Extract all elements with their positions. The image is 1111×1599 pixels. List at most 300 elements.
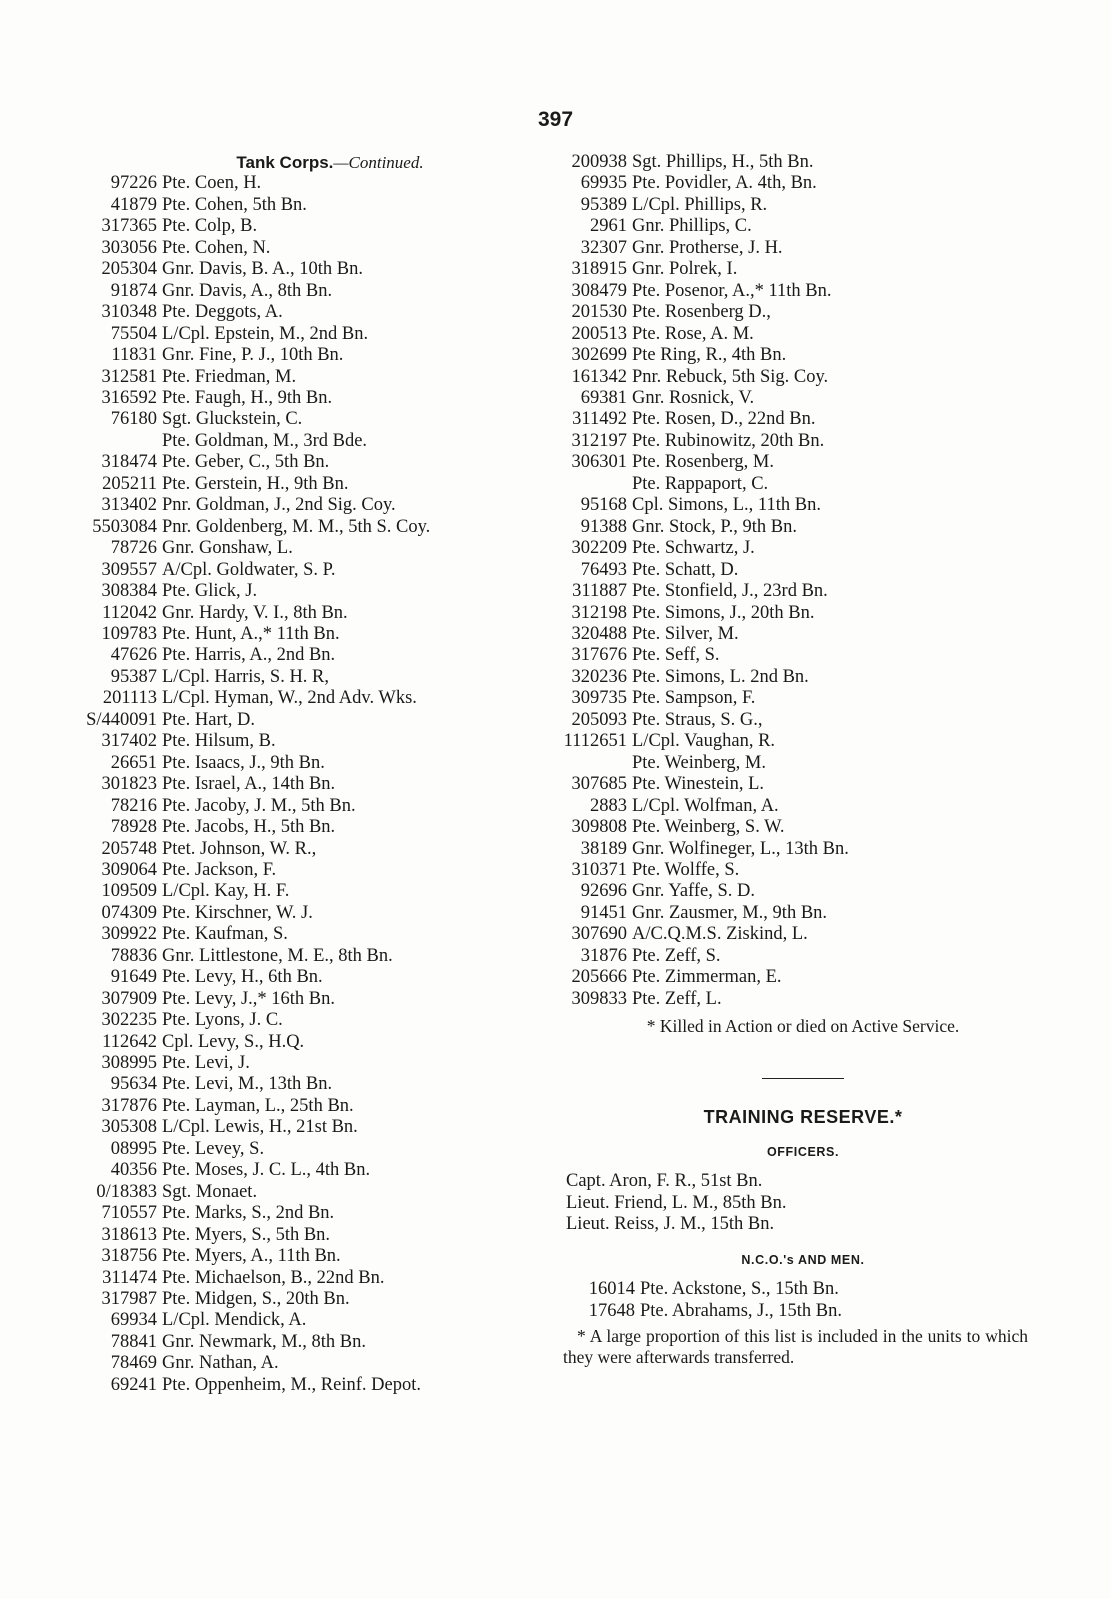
soldier-name: Pte. Friedman, M. — [162, 366, 297, 387]
service-number: 309557 — [101, 559, 157, 580]
roll-entry — [85, 1375, 555, 1396]
roll-entry — [85, 946, 555, 967]
soldier-name: Pte. Levi, M., 13th Bn. — [162, 1074, 333, 1095]
roll-entry — [563, 903, 1043, 924]
service-number: 109509 — [101, 881, 157, 902]
soldier-name: Pte. Kirschner, W. J. — [162, 902, 313, 923]
soldier-name: Pte. Midgen, S., 20th Bn. — [162, 1289, 350, 1310]
service-number: 31876 — [580, 945, 627, 966]
service-number: 201530 — [571, 302, 627, 323]
service-number: 5503084 — [92, 516, 157, 537]
service-number: 112042 — [102, 602, 157, 623]
soldier-name: Gnr. Zausmer, M., 9th Bn. — [632, 902, 828, 923]
soldier-name: Pte. Rose, A. M. — [632, 323, 754, 344]
service-number: 302235 — [101, 1010, 157, 1031]
soldier-name: Gnr. Protherse, J. H. — [632, 237, 783, 258]
soldier-name: Gnr. Stock, P., 9th Bn. — [632, 516, 797, 537]
soldier-name: Pte. Simons, J., 20th Bn. — [632, 602, 815, 623]
soldier-name: Pte. Hunt, A.,* 11th Bn. — [162, 623, 340, 644]
service-number: 69381 — [580, 387, 627, 408]
service-number: 318915 — [571, 259, 627, 280]
roll-entry — [85, 1289, 555, 1310]
roll-entry — [563, 688, 1043, 709]
roll-entry — [85, 903, 555, 924]
soldier-name: Sgt. Phillips, H., 5th Bn. — [632, 152, 814, 172]
soldier-name: L/Cpl. Lewis, H., 21st Bn. — [162, 1117, 358, 1138]
soldier-name: Pte. Kaufman, S. — [162, 924, 288, 945]
roll-entry — [85, 967, 555, 988]
soldier-name: Pte. Levi, J. — [162, 1053, 250, 1074]
service-number: 311492 — [572, 409, 627, 430]
officer-list — [563, 1171, 1043, 1235]
roll-entry — [563, 731, 1043, 752]
soldier-name: Sgt. Gluckstein, C. — [162, 409, 303, 430]
soldier-name: Gnr. Phillips, C. — [632, 216, 752, 237]
service-number: 69934 — [110, 1310, 157, 1331]
service-number: 200938 — [571, 152, 627, 172]
service-number: 317676 — [571, 645, 627, 666]
soldier-name: Pte. Silver, M. — [632, 623, 739, 644]
soldier-name: L/Cpl. Harris, S. H. R, — [162, 666, 330, 687]
roll-entry — [563, 388, 1043, 409]
service-number: 69241 — [110, 1374, 157, 1395]
soldier-name: Pnr. Rebuck, 5th Sig. Coy. — [632, 366, 829, 387]
soldier-name: Pte. Rappaport, C. — [632, 473, 769, 494]
service-number: 08995 — [110, 1138, 157, 1159]
service-number: 75504 — [110, 323, 157, 344]
soldier-name: Pte. Sampson, F. — [632, 688, 756, 709]
soldier-name: Pte. Levy, J.,* 16th Bn. — [162, 988, 336, 1009]
roll-entry — [85, 259, 555, 280]
training-reserve-title: TRAINING RESERVE.* — [703, 1106, 903, 1127]
soldier-name: Gnr. Yaffe, S. D. — [632, 881, 756, 902]
section-title: Tank Corps. — [236, 153, 334, 172]
roll-entry — [85, 173, 555, 194]
soldier-name: Gnr. Fine, P. J., 10th Bn. — [162, 345, 344, 366]
service-number: 205093 — [571, 709, 627, 730]
service-number: 309833 — [571, 988, 627, 1009]
service-number: 310348 — [101, 302, 157, 323]
service-number: 2883 — [590, 795, 627, 816]
soldier-name: Pte. Zimmerman, E. — [632, 967, 782, 988]
service-number: 317365 — [101, 216, 157, 237]
service-number: 78836 — [110, 945, 157, 966]
soldier-name: Pte. Zeff, S. — [632, 945, 721, 966]
soldier-name: Pte. Rosenberg D., — [632, 302, 771, 323]
roll-entry — [563, 538, 1043, 559]
service-number: 78841 — [110, 1331, 157, 1352]
service-number: 308384 — [101, 581, 157, 602]
service-number: 318613 — [101, 1224, 157, 1245]
roll-entry — [563, 839, 1043, 860]
service-number: 16014 — [588, 1279, 635, 1300]
soldier-name: Pte. Isaacs, J., 9th Bn. — [162, 752, 325, 773]
roll-entry — [563, 667, 1043, 688]
service-number: 109783 — [101, 623, 157, 644]
roll-entry — [563, 967, 1043, 988]
service-number: 311474 — [102, 1267, 157, 1288]
officer-entry: Lieut. Friend, L. M., 85th Bn. — [566, 1192, 787, 1213]
service-number: 320236 — [571, 666, 627, 687]
roll-entry — [85, 624, 555, 645]
roll-entry — [85, 1353, 555, 1374]
service-number: 112642 — [102, 1031, 157, 1052]
men-heading: N.C.O.'s AND MEN. — [741, 1252, 865, 1267]
roll-entry — [85, 774, 555, 795]
roll-entry — [85, 388, 555, 409]
service-number: 91388 — [580, 516, 627, 537]
soldier-name: Pte. Jackson, F. — [162, 859, 277, 880]
service-number — [563, 474, 632, 495]
roll-entry — [85, 1225, 555, 1246]
service-number: 1112651 — [563, 731, 627, 752]
roll-entry — [563, 1279, 1043, 1300]
section-divider — [762, 1078, 844, 1079]
roll-entry — [563, 624, 1043, 645]
service-number: 78928 — [110, 817, 157, 838]
soldier-name: Pte. Weinberg, S. W. — [632, 817, 785, 838]
roll-entry — [563, 281, 1043, 302]
soldier-name: Pte. Hilsum, B. — [162, 731, 276, 752]
service-number: 32307 — [580, 237, 627, 258]
service-number: 710557 — [101, 1203, 157, 1224]
service-number: 309064 — [101, 859, 157, 880]
soldier-name: Pte. Ackstone, S., 15th Bn. — [640, 1279, 839, 1300]
roll-entry — [563, 560, 1043, 581]
right-entry-list — [563, 152, 1043, 1010]
service-number — [563, 753, 632, 774]
service-number: 307685 — [571, 774, 627, 795]
roll-entry — [563, 324, 1043, 345]
soldier-name: Pte. Geber, C., 5th Bn. — [162, 452, 330, 473]
roll-entry — [85, 1310, 555, 1331]
service-number: 2961 — [590, 216, 627, 237]
service-number: 161342 — [571, 366, 627, 387]
service-number: 316592 — [101, 387, 157, 408]
roll-entry — [85, 216, 555, 237]
service-number: 313402 — [101, 495, 157, 516]
roll-entry — [85, 1032, 555, 1053]
service-number — [85, 431, 162, 452]
roll-entry — [563, 474, 1043, 495]
roll-entry — [85, 796, 555, 817]
soldier-name: Pte. Glick, J. — [162, 581, 258, 602]
service-number: 074309 — [101, 902, 157, 923]
roll-entry — [85, 1139, 555, 1160]
service-number: 95387 — [110, 666, 157, 687]
roll-entry — [85, 667, 555, 688]
roll-entry — [563, 517, 1043, 538]
roll-entry — [85, 238, 555, 259]
soldier-name: Pte. Posenor, A.,* 11th Bn. — [632, 280, 832, 301]
soldier-name: L/Cpl. Kay, H. F. — [162, 881, 290, 902]
service-number: 305308 — [101, 1117, 157, 1138]
service-number: 47626 — [110, 645, 157, 666]
roll-entry — [85, 881, 555, 902]
roll-entry — [563, 259, 1043, 280]
roll-entry — [85, 452, 555, 473]
training-reserve-note: * A large proportion of this list is included in the units to which they were afterwards transferred. — [563, 1326, 1028, 1368]
soldier-name: Pte. Moses, J. C. L., 4th Bn. — [162, 1160, 371, 1181]
service-number: 17648 — [588, 1300, 635, 1321]
service-number: 69935 — [580, 173, 627, 194]
service-number: 201113 — [102, 688, 157, 709]
soldier-name: Pte. Coen, H. — [162, 173, 262, 194]
service-number: 205748 — [101, 838, 157, 859]
roll-entry — [563, 774, 1043, 795]
soldier-name: Gnr. Gonshaw, L. — [162, 538, 293, 559]
soldier-name: Pte. Weinberg, M. — [632, 752, 766, 773]
service-number: 92696 — [580, 881, 627, 902]
service-number: 317987 — [101, 1289, 157, 1310]
soldier-name: Pte. Schatt, D. — [632, 559, 739, 580]
roll-entry — [563, 302, 1043, 323]
roll-entry — [85, 538, 555, 559]
roll-entry — [85, 1182, 555, 1203]
soldier-name: Pte. Levey, S. — [162, 1138, 265, 1159]
soldier-name: Pte. Winestein, L. — [632, 774, 764, 795]
service-number: 309808 — [571, 817, 627, 838]
soldier-name: Pte. Colp, B. — [162, 216, 258, 237]
service-number: 306301 — [571, 452, 627, 473]
soldier-name: Pte. Wolffe, S. — [632, 859, 740, 880]
service-number: 95168 — [580, 495, 627, 516]
soldier-name: A/Cpl. Goldwater, S. P. — [162, 559, 336, 580]
roll-entry — [85, 1053, 555, 1074]
service-number: 78469 — [110, 1353, 157, 1374]
soldier-name: Pte. Povidler, A. 4th, Bn. — [632, 173, 817, 194]
service-number: 26651 — [110, 752, 157, 773]
roll-entry — [563, 796, 1043, 817]
soldier-name: Pte. Marks, S., 2nd Bn. — [162, 1203, 335, 1224]
roll-entry — [563, 495, 1043, 516]
service-number: 302699 — [571, 345, 627, 366]
service-number: 91451 — [580, 902, 627, 923]
soldier-name: Pte Ring, R., 4th Bn. — [632, 345, 787, 366]
soldier-name: Pte. Faugh, H., 9th Bn. — [162, 387, 333, 408]
roll-entry — [563, 367, 1043, 388]
roll-entry — [85, 1332, 555, 1353]
roll-entry — [85, 431, 555, 452]
roll-entry — [563, 817, 1043, 838]
killed-footnote: * Killed in Action or died on Active Service. — [646, 1016, 960, 1037]
service-number: 91649 — [110, 967, 157, 988]
soldier-name: Pte. Rubinowitz, 20th Bn. — [632, 430, 825, 451]
roll-entry — [85, 860, 555, 881]
service-number: 312197 — [571, 430, 627, 451]
service-number: 309922 — [101, 924, 157, 945]
soldier-name: Pte. Zeff, L. — [632, 988, 722, 1009]
service-number: 308479 — [571, 280, 627, 301]
soldier-name: Pnr. Goldenberg, M. M., 5th S. Coy. — [162, 516, 431, 537]
service-number: 303056 — [101, 237, 157, 258]
soldier-name: L/Cpl. Mendick, A. — [162, 1310, 307, 1331]
roll-entry — [85, 1096, 555, 1117]
service-number: 78216 — [110, 795, 157, 816]
service-number: 38189 — [580, 838, 627, 859]
soldier-name: Pte. Goldman, M., 3rd Bde. — [162, 430, 368, 451]
soldier-name: Pte. Deggots, A. — [162, 302, 283, 323]
soldier-name: Pte. Myers, A., 11th Bn. — [162, 1246, 341, 1267]
roll-entry — [85, 517, 555, 538]
soldier-name: Gnr. Davis, B. A., 10th Bn. — [162, 259, 363, 280]
roll-entry — [563, 881, 1043, 902]
soldier-name: Gnr. Hardy, V. I., 8th Bn. — [162, 602, 348, 623]
roll-entry — [85, 1160, 555, 1181]
service-number: 320488 — [571, 623, 627, 644]
roll-entry — [85, 710, 555, 731]
service-number: 307909 — [101, 988, 157, 1009]
roll-entry — [563, 1301, 1043, 1322]
roll-entry — [85, 839, 555, 860]
service-number: 205211 — [102, 473, 157, 494]
service-number: 205666 — [571, 967, 627, 988]
page-number: 397 — [537, 108, 574, 131]
roll-entry — [85, 731, 555, 752]
roll-entry — [563, 645, 1043, 666]
soldier-name: Pte. Simons, L. 2nd Bn. — [632, 666, 809, 687]
left-entry-list — [85, 173, 555, 1396]
soldier-name: Pte. Layman, L., 25th Bn. — [162, 1095, 354, 1116]
soldier-name: L/Cpl. Vaughan, R. — [632, 731, 776, 752]
soldier-name: Pte. Cohen, 5th Bn. — [162, 194, 307, 215]
soldier-name: Pte. Myers, S., 5th Bn. — [162, 1224, 331, 1245]
roll-entry — [85, 1246, 555, 1267]
service-number: 95634 — [110, 1074, 157, 1095]
soldier-name: Gnr. Wolfineger, L., 13th Bn. — [632, 838, 849, 859]
roll-entry — [563, 946, 1043, 967]
officer-entry: Capt. Aron, F. R., 51st Bn. — [566, 1171, 763, 1192]
service-number: 40356 — [110, 1160, 157, 1181]
soldier-name: Cpl. Levy, S., H.Q. — [162, 1031, 305, 1052]
soldier-name: Pte. Seff, S. — [632, 645, 720, 666]
roll-entry — [563, 216, 1043, 237]
roll-entry — [563, 452, 1043, 473]
service-number: 307690 — [571, 924, 627, 945]
soldier-name: Gnr. Polrek, I. — [632, 259, 738, 280]
roll-entry — [563, 753, 1043, 774]
service-number: 205304 — [101, 259, 157, 280]
roll-entry — [85, 603, 555, 624]
service-number: 312581 — [101, 366, 157, 387]
roll-entry — [563, 152, 1043, 173]
service-number: 311887 — [572, 581, 627, 602]
service-number: 0/18383 — [96, 1181, 157, 1202]
roll-entry — [563, 860, 1043, 881]
soldier-name: Cpl. Simons, L., 11th Bn. — [632, 495, 821, 516]
roll-entry — [85, 989, 555, 1010]
roll-entry — [85, 1268, 555, 1289]
soldier-name: Pte. Schwartz, J. — [632, 538, 755, 559]
section-continued: —Continued. — [333, 153, 424, 172]
roll-entry — [563, 173, 1043, 194]
soldier-name: Pnr. Goldman, J., 2nd Sig. Coy. — [162, 495, 396, 516]
soldier-name: Pte. Straus, S. G., — [632, 709, 763, 730]
roll-entry — [85, 324, 555, 345]
roll-entry — [85, 817, 555, 838]
soldier-name: Gnr. Littlestone, M. E., 8th Bn. — [162, 945, 393, 966]
roll-entry — [85, 409, 555, 430]
roll-entry — [85, 367, 555, 388]
right-column — [563, 152, 1043, 1368]
roll-entry — [85, 1203, 555, 1224]
service-number: S/440091 — [86, 709, 157, 730]
soldier-name: Pte. Abrahams, J., 15th Bn. — [640, 1300, 842, 1321]
service-number: 317876 — [101, 1095, 157, 1116]
roll-entry — [563, 238, 1043, 259]
roll-entry — [563, 924, 1043, 945]
roll-entry — [85, 581, 555, 602]
roll-entry — [563, 710, 1043, 731]
roll-entry — [85, 924, 555, 945]
soldier-name: Ptet. Johnson, W. R., — [162, 838, 317, 859]
service-number: 302209 — [571, 538, 627, 559]
roll-entry — [85, 345, 555, 366]
officer-entry: Lieut. Reiss, J. M., 15th Bn. — [566, 1214, 775, 1235]
service-number: 318474 — [101, 452, 157, 473]
service-number: 317402 — [101, 731, 157, 752]
roll-entry — [85, 195, 555, 216]
roll-entry — [85, 1117, 555, 1138]
soldier-name: Pte. Lyons, J. C. — [162, 1010, 283, 1031]
soldier-name: Pte. Jacobs, H., 5th Bn. — [162, 817, 336, 838]
soldier-name: Pte. Rosenberg, M. — [632, 452, 775, 473]
service-number: 301823 — [101, 774, 157, 795]
service-number: 78726 — [110, 538, 157, 559]
roll-entry — [85, 1010, 555, 1031]
soldier-name: Gnr. Newmark, M., 8th Bn. — [162, 1331, 366, 1352]
service-number: 41879 — [110, 194, 157, 215]
service-number: 318756 — [101, 1246, 157, 1267]
men-list — [563, 1279, 1043, 1322]
soldier-name: L/Cpl. Wolfman, A. — [632, 795, 779, 816]
roll-entry — [563, 195, 1043, 216]
soldier-name: Pte. Oppenheim, M., Reinf. Depot. — [162, 1374, 421, 1395]
left-column — [85, 152, 555, 1396]
soldier-name: Gnr. Rosnick, V. — [632, 387, 755, 408]
roll-entry — [85, 645, 555, 666]
section-heading — [85, 152, 555, 173]
soldier-name: Pte. Levy, H., 6th Bn. — [162, 967, 323, 988]
service-number: 97226 — [110, 173, 157, 194]
soldier-name: Pte. Stonfield, J., 23rd Bn. — [632, 581, 828, 602]
soldier-name: Pte. Jacoby, J. M., 5th Bn. — [162, 795, 356, 816]
roll-entry — [85, 281, 555, 302]
service-number: 310371 — [571, 859, 627, 880]
service-number: 76180 — [110, 409, 157, 430]
roll-entry — [85, 1074, 555, 1095]
soldier-name: Pte. Gerstein, H., 9th Bn. — [162, 473, 349, 494]
roll-entry — [563, 581, 1043, 602]
service-number: 200513 — [571, 323, 627, 344]
service-number: 95389 — [580, 194, 627, 215]
roll-entry — [85, 302, 555, 323]
service-number: 308995 — [101, 1053, 157, 1074]
soldier-name: L/Cpl. Hyman, W., 2nd Adv. Wks. — [162, 688, 417, 709]
roll-entry — [85, 688, 555, 709]
soldier-name: Pte. Michaelson, B., 22nd Bn. — [162, 1267, 385, 1288]
service-number: 91874 — [110, 280, 157, 301]
soldier-name: Pte. Harris, A., 2nd Bn. — [162, 645, 336, 666]
service-number: 312198 — [571, 602, 627, 623]
service-number: 76493 — [580, 559, 627, 580]
soldier-name: L/Cpl. Phillips, R. — [632, 194, 768, 215]
soldier-name: Gnr. Nathan, A. — [162, 1353, 279, 1374]
service-number: 309735 — [571, 688, 627, 709]
soldier-name: Pte. Israel, A., 14th Bn. — [162, 774, 336, 795]
roll-entry — [563, 409, 1043, 430]
roll-entry — [563, 603, 1043, 624]
